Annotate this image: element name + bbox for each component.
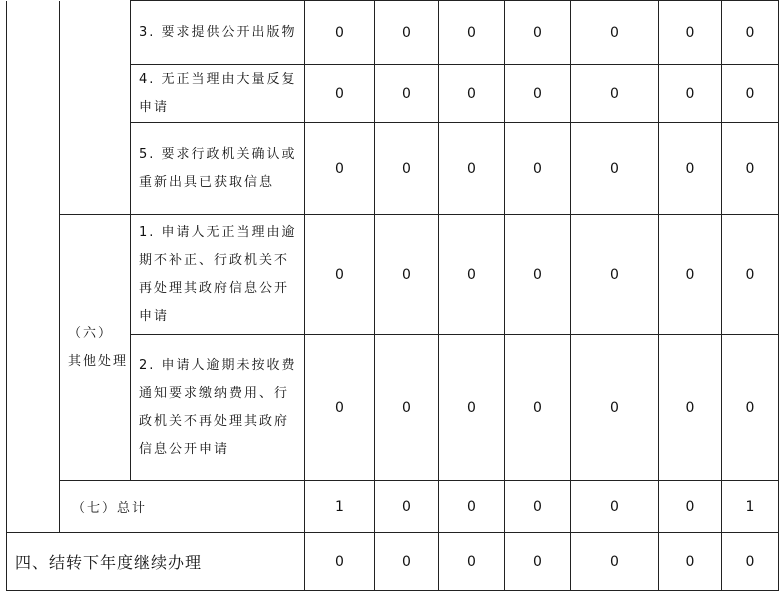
carryover-label: 四、结转下年度继续办理 [7,533,305,591]
value-cell: 0 [722,123,779,215]
section-six-title: 其他处理 [68,353,129,369]
value-cell: 0 [659,123,722,215]
value-cell: 0 [505,215,571,335]
value-cell: 0 [571,481,659,533]
value-cell: 0 [305,65,375,123]
total-label: （七）总计 [60,481,305,533]
value-cell: 0 [305,533,375,591]
value-cell: 0 [439,481,505,533]
table-row [7,1,779,65]
value-cell: 0 [659,65,722,123]
value-cell: 0 [305,215,375,335]
value-cell: 0 [659,215,722,335]
table-row [7,533,779,591]
value-cell: 0 [375,481,439,533]
value-cell: 0 [375,215,439,335]
section-six-label [60,215,131,481]
value-cell: 0 [659,1,722,65]
value-cell: 0 [659,481,722,533]
value-cell: 0 [439,1,505,65]
value-cell: 0 [722,335,779,481]
value-cell: 0 [505,481,571,533]
row-label: 4. 无正当理由大量反复申请 [131,65,305,123]
value-cell: 0 [505,533,571,591]
value-cell: 0 [722,533,779,591]
value-cell: 0 [722,215,779,335]
value-cell: 0 [375,533,439,591]
value-cell: 0 [722,1,779,65]
subsection-continuation-cell [60,1,131,215]
row-label: 2. 申请人逾期未按收费通知要求缴纳费用、行政机关不再处理其政府信息公开申请 [131,335,305,481]
value-cell: 0 [505,123,571,215]
value-cell: 0 [505,335,571,481]
value-cell: 0 [659,335,722,481]
value-cell: 1 [722,481,779,533]
value-cell: 0 [571,533,659,591]
value-cell: 0 [439,123,505,215]
value-cell: 0 [439,215,505,335]
value-cell: 0 [571,335,659,481]
value-cell: 0 [722,65,779,123]
value-cell: 0 [571,1,659,65]
row-label: 3. 要求提供公开出版物 [131,1,305,65]
statistics-table [6,0,779,591]
value-cell: 0 [375,65,439,123]
table-row [7,481,779,533]
value-cell: 0 [505,1,571,65]
row-label: 5. 要求行政机关确认或重新出具已获取信息 [131,123,305,215]
value-cell: 0 [439,65,505,123]
value-cell: 0 [375,335,439,481]
value-cell: 0 [439,335,505,481]
row-label: 1. 申请人无正当理由逾期不补正、行政机关不再处理其政府信息公开申请 [131,215,305,335]
value-cell: 0 [505,65,571,123]
section-three-continuation-cell [7,1,60,533]
value-cell: 0 [659,533,722,591]
value-cell: 0 [305,335,375,481]
value-cell: 0 [375,123,439,215]
value-cell: 0 [375,1,439,65]
value-cell: 0 [571,65,659,123]
table-row [7,215,779,335]
value-cell: 1 [305,481,375,533]
value-cell: 0 [439,533,505,591]
section-six-number: （六） [68,325,114,341]
value-cell: 0 [571,215,659,335]
value-cell: 0 [305,1,375,65]
value-cell: 0 [571,123,659,215]
value-cell: 0 [305,123,375,215]
